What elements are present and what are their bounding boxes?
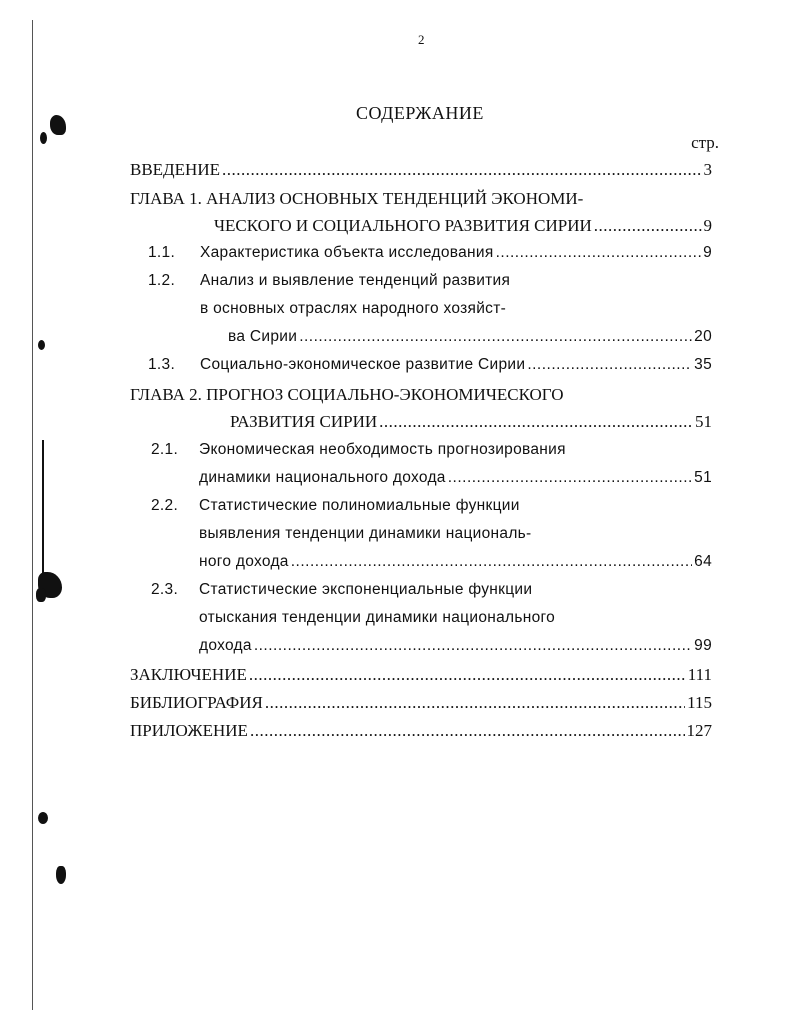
entry-page: 9: [703, 244, 712, 261]
toc-entry-conclusion: [130, 665, 712, 689]
leader-dots: [254, 637, 692, 655]
entry-text: Экономическая необходимость прогнозирования: [199, 441, 566, 458]
entry-page: 111: [687, 665, 712, 684]
leader-dots: [249, 665, 686, 685]
section-number: 2.1.: [151, 441, 179, 458]
entry-text: Социально-экономическое развитие Сирии: [200, 356, 526, 373]
entry-text: ПРИЛОЖЕНИЕ: [130, 721, 248, 740]
section-number: 2.3.: [151, 581, 179, 598]
entry-text: динамики национального дохода: [199, 469, 446, 486]
entry-page: 9: [703, 216, 712, 235]
entry-text: ного дохода: [199, 553, 289, 570]
entry-page: 99: [694, 637, 712, 654]
entry-page: 51: [694, 469, 712, 486]
entry-page: 51: [695, 412, 712, 431]
entry-page: 64: [694, 553, 712, 570]
leader-dots: [265, 693, 685, 713]
toc-section-2-3-line1: [151, 581, 532, 599]
section-number: 1.2.: [148, 272, 176, 289]
toc-section-2-2-line1: [151, 497, 520, 515]
page-column-label: стр.: [691, 133, 719, 152]
toc-section-1-2-line1: [148, 272, 510, 290]
leader-dots: [379, 412, 693, 432]
entry-page: 3: [703, 160, 712, 179]
entry-page: 127: [686, 721, 712, 740]
entry-text: ЧЕСКОГО И СОЦИАЛЬНОГО РАЗВИТИЯ СИРИИ: [214, 216, 592, 235]
entry-text: РАЗВИТИЯ СИРИИ: [230, 412, 378, 431]
toc-entry-intro: [130, 160, 712, 184]
entry-text: Анализ и выявление тенденций развития: [200, 272, 511, 289]
leader-dots: [291, 553, 692, 571]
toc-entry-appendix: [130, 721, 712, 745]
leader-dots: [496, 244, 702, 262]
entry-text: дохода: [199, 637, 252, 654]
scan-margin-line: [32, 20, 33, 1010]
toc-entry-bibliography: [130, 693, 712, 717]
toc-section-1-3: [148, 356, 712, 380]
entry-page: 35: [694, 356, 712, 373]
leader-dots: [448, 469, 692, 487]
scan-blot: [38, 812, 48, 824]
scan-blot: [36, 588, 46, 602]
entry-page: 115: [687, 693, 712, 712]
scan-blot: [56, 866, 66, 884]
entry-text: БИБЛИОГРАФИЯ: [130, 693, 263, 712]
toc-section-1-2: [228, 328, 712, 352]
toc-section-2-3: [199, 637, 712, 661]
leader-dots: [250, 721, 685, 741]
leader-dots: [299, 328, 692, 346]
toc-section-2-1: [199, 469, 712, 493]
entry-page: 20: [694, 328, 712, 345]
toc-section-2-2-line2: выявления тенденции динамики националь-: [199, 525, 532, 542]
leader-dots: [594, 216, 702, 236]
entry-text: Статистические экспоненциальные функции: [199, 581, 533, 598]
section-number: 2.2.: [151, 497, 179, 514]
scan-blot: [50, 115, 66, 135]
toc-section-1-1: [148, 244, 712, 268]
toc-title: СОДЕРЖАНИЕ: [356, 103, 484, 123]
leader-dots: [222, 160, 702, 180]
toc-chapter-1: [214, 216, 712, 240]
section-number: 1.1.: [148, 244, 176, 261]
entry-text: ЗАКЛЮЧЕНИЕ: [130, 665, 247, 684]
scan-blot: [38, 340, 45, 350]
toc-chapter-2: [230, 412, 712, 436]
toc-section-2-2: [199, 553, 712, 577]
toc-chapter-2-line1: ГЛАВА 2. ПРОГНОЗ СОЦИАЛЬНО-ЭКОНОМИЧЕСКОГО: [130, 385, 564, 404]
toc-section-2-3-line2: отыскания тенденции динамики национального: [199, 609, 556, 626]
entry-text: Характеристика объекта исследования: [200, 244, 494, 261]
toc-section-2-1-line1: [151, 441, 566, 459]
leader-dots: [527, 356, 692, 374]
entry-text: ва Сирии: [228, 328, 298, 345]
toc-chapter-1-line1: ГЛАВА 1. АНАЛИЗ ОСНОВНЫХ ТЕНДЕНЦИЙ ЭКОНОМИ-: [130, 189, 584, 208]
entry-text: Статистические полиномиальные функции: [199, 497, 520, 514]
scan-blot: [40, 132, 47, 144]
entry-text: ВВЕДЕНИЕ: [130, 160, 220, 179]
page-number: 2: [418, 32, 425, 47]
section-number: 1.3.: [148, 356, 176, 373]
toc-section-1-2-line2: в основных отраслях народного хозяйст-: [200, 300, 507, 317]
